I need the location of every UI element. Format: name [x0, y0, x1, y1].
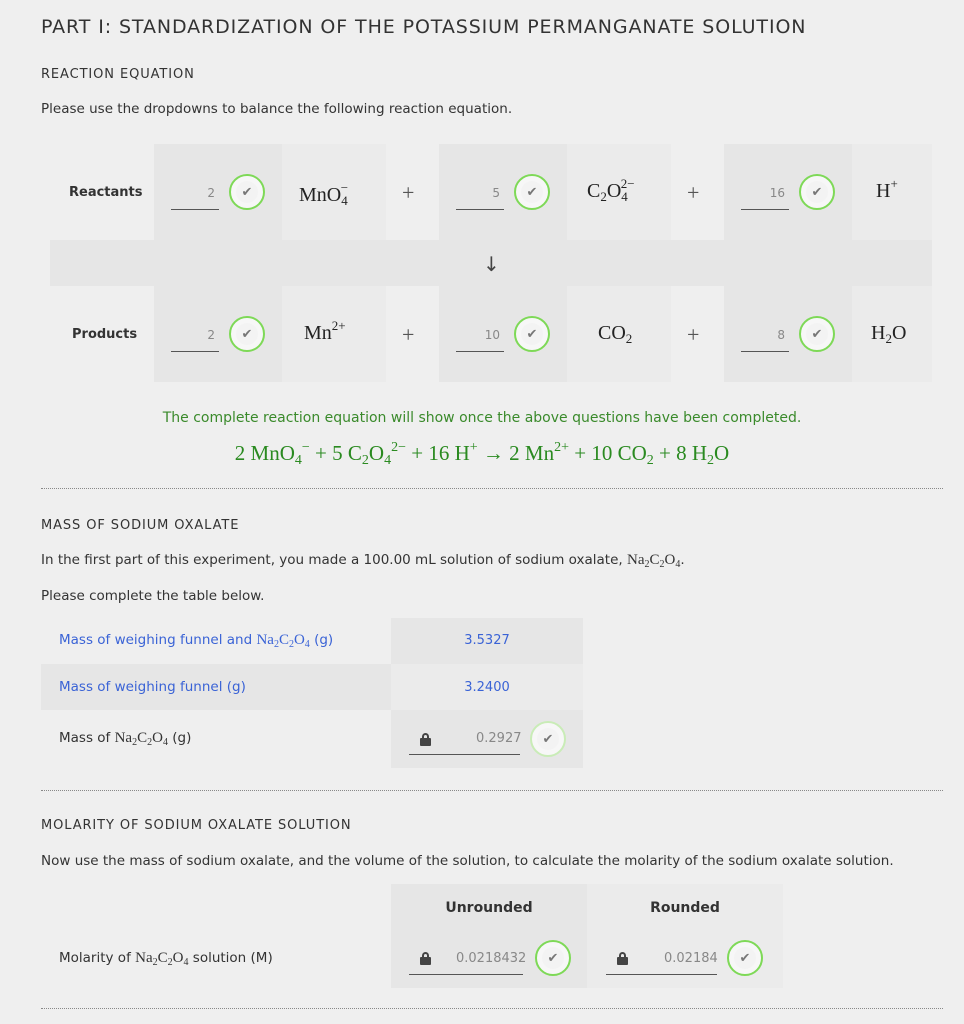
- species-h: H+: [876, 176, 898, 202]
- check-icon: ✔: [229, 316, 265, 352]
- species-h2o: $H_2O$: [871, 322, 907, 346]
- mass-funnel-and-oxalate-value: 3.5327: [464, 633, 510, 648]
- check-icon: ✔: [535, 940, 571, 976]
- mass-funnel-value: 3.2400: [464, 680, 510, 695]
- section-divider: [41, 1008, 943, 1009]
- check-icon: ✔: [514, 316, 550, 352]
- section-divider: [41, 790, 943, 791]
- eq-coef: 5: [332, 441, 343, 465]
- check-icon: ✔: [799, 174, 835, 210]
- eq-coef: 16: [428, 441, 450, 465]
- mass-oxalate-label: Mass of $Na_2C_2O_4$ (g): [59, 730, 192, 748]
- check-icon: ✔: [727, 940, 763, 976]
- plus-sign: +: [687, 180, 700, 205]
- molarity-instruction: Now use the mass of sodium oxalate, and the volume of the solution, to calculate the molarity of the sodium oxalate solution.: [41, 853, 894, 869]
- species-c2o4: $C_2O_4^{2-}$: [587, 176, 635, 204]
- molarity-heading: MOLARITY OF SODIUM OXALATE SOLUTION: [41, 818, 352, 833]
- check-icon: ✔: [229, 174, 265, 210]
- check-icon: ✔: [514, 174, 550, 210]
- molarity-label: Molarity of $Na_2C_2O_4$ solution (M): [59, 950, 273, 968]
- check-icon: ✔: [799, 316, 835, 352]
- lock-icon: [420, 738, 431, 746]
- products-label: Products: [72, 327, 138, 342]
- species-mn: $Mn^{2+}$: [304, 318, 346, 344]
- mass-heading: MASS OF SODIUM OXALATE: [41, 518, 240, 533]
- rounded-value: 0.02184: [664, 951, 718, 966]
- reaction-heading: REACTION EQUATION: [41, 67, 195, 82]
- plus-sign: +: [402, 322, 415, 347]
- eq-coef: 8: [676, 441, 687, 465]
- rounded-header: Rounded: [650, 900, 720, 916]
- mass-oxalate-value: 0.2927: [476, 731, 522, 746]
- eq-coef: 10: [591, 441, 613, 465]
- complete-note: The complete reaction equation will show once the above questions have been completed.: [162, 410, 802, 426]
- coef-dropdown-co2[interactable]: 10: [456, 318, 504, 352]
- unrounded-value: 0.0218432: [456, 951, 527, 966]
- section-divider: [41, 488, 943, 489]
- coef-dropdown-mn[interactable]: 2: [171, 318, 219, 352]
- coef-dropdown-h[interactable]: 16: [741, 176, 789, 210]
- mass-instruction: Please complete the table below.: [41, 588, 265, 604]
- reactants-label: Reactants: [69, 185, 143, 200]
- mass-funnel-label: Mass of weighing funnel (g): [59, 679, 246, 695]
- check-icon: ✔: [530, 721, 566, 757]
- eq-coef: 2: [234, 441, 246, 465]
- mass-funnel-and-oxalate-label: Mass of weighing funnel and $Na_2C_2O_4$ (g): [59, 632, 334, 650]
- balanced-equation: 2 MnO$_4$− + 5 $C_2O_4^{2-} + 16$ H+ → 2 $Mn^{2+} + 10$ $CO_2 + 8$ $H_2O$: [234, 440, 730, 468]
- lock-icon: [420, 957, 431, 965]
- species-co2: $CO_2$: [598, 322, 633, 346]
- reaction-instruction: Please use the dropdowns to balance the following reaction equation.: [41, 101, 513, 117]
- lock-icon: [617, 957, 628, 965]
- plus-sign: +: [402, 180, 415, 205]
- mass-intro: In the first part of this experiment, you made a 100.00 mL solution of sodium oxalate, $Na_2C_2O_4$.: [41, 552, 685, 570]
- arrow-down-icon: ↓: [483, 252, 500, 276]
- eq-coef: 2: [509, 441, 520, 465]
- coef-dropdown-c2o4[interactable]: 5: [456, 176, 504, 210]
- coef-dropdown-mno4[interactable]: 2: [171, 176, 219, 210]
- unrounded-header: Unrounded: [445, 900, 533, 916]
- page-title: PART I: STANDARDIZATION OF THE POTASSIUM PERMANGANATE SOLUTION: [41, 16, 807, 38]
- coef-dropdown-h2o[interactable]: 8: [741, 318, 789, 352]
- species-mno4: MnO$_4$−: [299, 180, 349, 208]
- plus-sign: +: [687, 322, 700, 347]
